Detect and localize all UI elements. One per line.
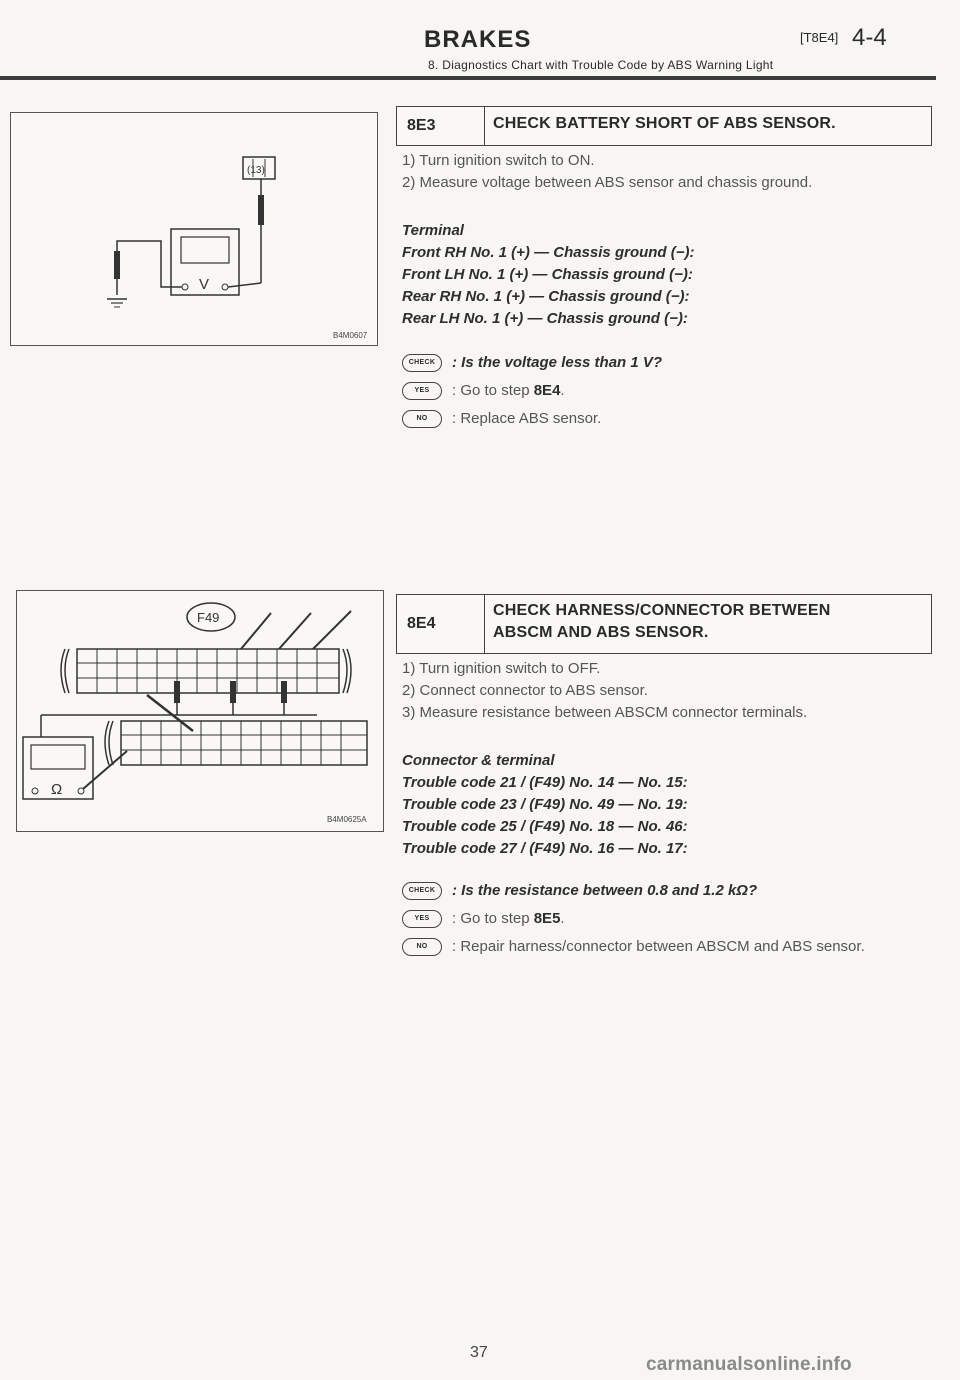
- page-number: 37: [470, 1344, 488, 1361]
- section-code: [T8E4]: [800, 30, 839, 45]
- spec-line: Trouble code 27 / (F49) No. 16 — No. 17:: [402, 840, 688, 857]
- section-title: BRAKES: [424, 26, 532, 53]
- step-8e4-spec: [402, 750, 932, 860]
- yes-row-8e3: [402, 380, 932, 402]
- instruction-line: 1) Turn ignition switch to OFF.: [402, 660, 601, 677]
- check-question: : Is the resistance between 0.8 and 1.2 kΩ?: [452, 882, 758, 899]
- section-subtitle: 8. Diagnostics Chart with Trouble Code by ABS Warning Light: [428, 58, 774, 72]
- step-id: 8E4: [397, 595, 485, 653]
- step-id: 8E3: [397, 107, 485, 145]
- no-badge: NO: [402, 938, 442, 956]
- yes-row-8e4: [402, 908, 932, 930]
- next-step-link[interactable]: 8E4: [533, 382, 561, 399]
- watermark: carmanualsonline.info: [646, 1354, 852, 1375]
- yes-badge: YES: [402, 910, 442, 928]
- no-badge: NO: [402, 410, 442, 428]
- spec-line: Front LH No. 1 (+) — Chassis ground (−):: [402, 266, 693, 283]
- check-row-8e3: [402, 352, 932, 374]
- spec-label: Connector & terminal: [402, 752, 555, 769]
- meter-label-ohm: Ω: [51, 781, 63, 798]
- check-badge: CHECK: [402, 354, 442, 372]
- check-row-8e4: [402, 880, 932, 902]
- yes-answer-prefix: : Go to step: [452, 382, 534, 399]
- spec-line: Trouble code 21 / (F49) No. 14 — No. 15:: [402, 774, 688, 791]
- header-rule: [0, 76, 936, 80]
- figure-voltage-measurement: [10, 112, 378, 346]
- meter-label-volt: V: [199, 276, 210, 293]
- ohmmeter-connector-diagram: [17, 591, 383, 831]
- step-header-8e4: [396, 594, 932, 654]
- section-page-number: 4-4: [852, 24, 887, 51]
- voltmeter-diagram: [11, 113, 377, 345]
- no-answer: : Repair harness/connector between ABSCM and ABS sensor.: [452, 938, 865, 955]
- check-question: : Is the voltage less than 1 V?: [452, 354, 663, 371]
- spec-line: Rear LH No. 1 (+) — Chassis ground (−):: [402, 310, 688, 327]
- check-badge: CHECK: [402, 882, 442, 900]
- step-title-line: ABSCM AND ABS SENSOR.: [493, 624, 709, 641]
- instruction-line: 2) Measure voltage between ABS sensor and chassis ground.: [402, 174, 813, 191]
- instruction-line: 1) Turn ignition switch to ON.: [402, 152, 595, 169]
- connector-label-2: F49: [197, 610, 220, 625]
- spec-label: Terminal: [402, 222, 464, 239]
- yes-badge: YES: [402, 382, 442, 400]
- connector-label-1: (13): [247, 165, 265, 176]
- step-8e3-instructions: [402, 150, 932, 194]
- step-8e4-instructions: [402, 658, 932, 724]
- figure-id: B4M0607: [333, 331, 368, 340]
- spec-line: Front RH No. 1 (+) — Chassis ground (−):: [402, 244, 695, 261]
- step-8e3-spec: [402, 220, 932, 330]
- step-title: [485, 595, 931, 653]
- instruction-line: 3) Measure resistance between ABSCM connector terminals.: [402, 704, 808, 721]
- next-step-link[interactable]: 8E5: [533, 910, 561, 927]
- yes-answer-prefix: : Go to step: [452, 910, 534, 927]
- step-title: CHECK BATTERY SHORT OF ABS SENSOR.: [493, 115, 836, 132]
- no-row-8e4: [402, 936, 932, 958]
- figure-id: B4M0625A: [327, 815, 367, 824]
- figure-resistance-measurement: [16, 590, 384, 832]
- spec-line: Trouble code 23 / (F49) No. 49 — No. 19:: [402, 796, 688, 813]
- yes-answer-suffix: .: [560, 382, 565, 399]
- step-title-line: CHECK HARNESS/CONNECTOR BETWEEN: [493, 602, 831, 619]
- no-answer: : Replace ABS sensor.: [452, 410, 602, 427]
- instruction-line: 2) Connect connector to ABS sensor.: [402, 682, 648, 699]
- spec-line: Trouble code 25 / (F49) No. 18 — No. 46:: [402, 818, 688, 835]
- spec-line: Rear RH No. 1 (+) — Chassis ground (−):: [402, 288, 690, 305]
- yes-answer-suffix: .: [560, 910, 565, 927]
- no-row-8e3: [402, 408, 932, 430]
- step-header-8e3: [396, 106, 932, 146]
